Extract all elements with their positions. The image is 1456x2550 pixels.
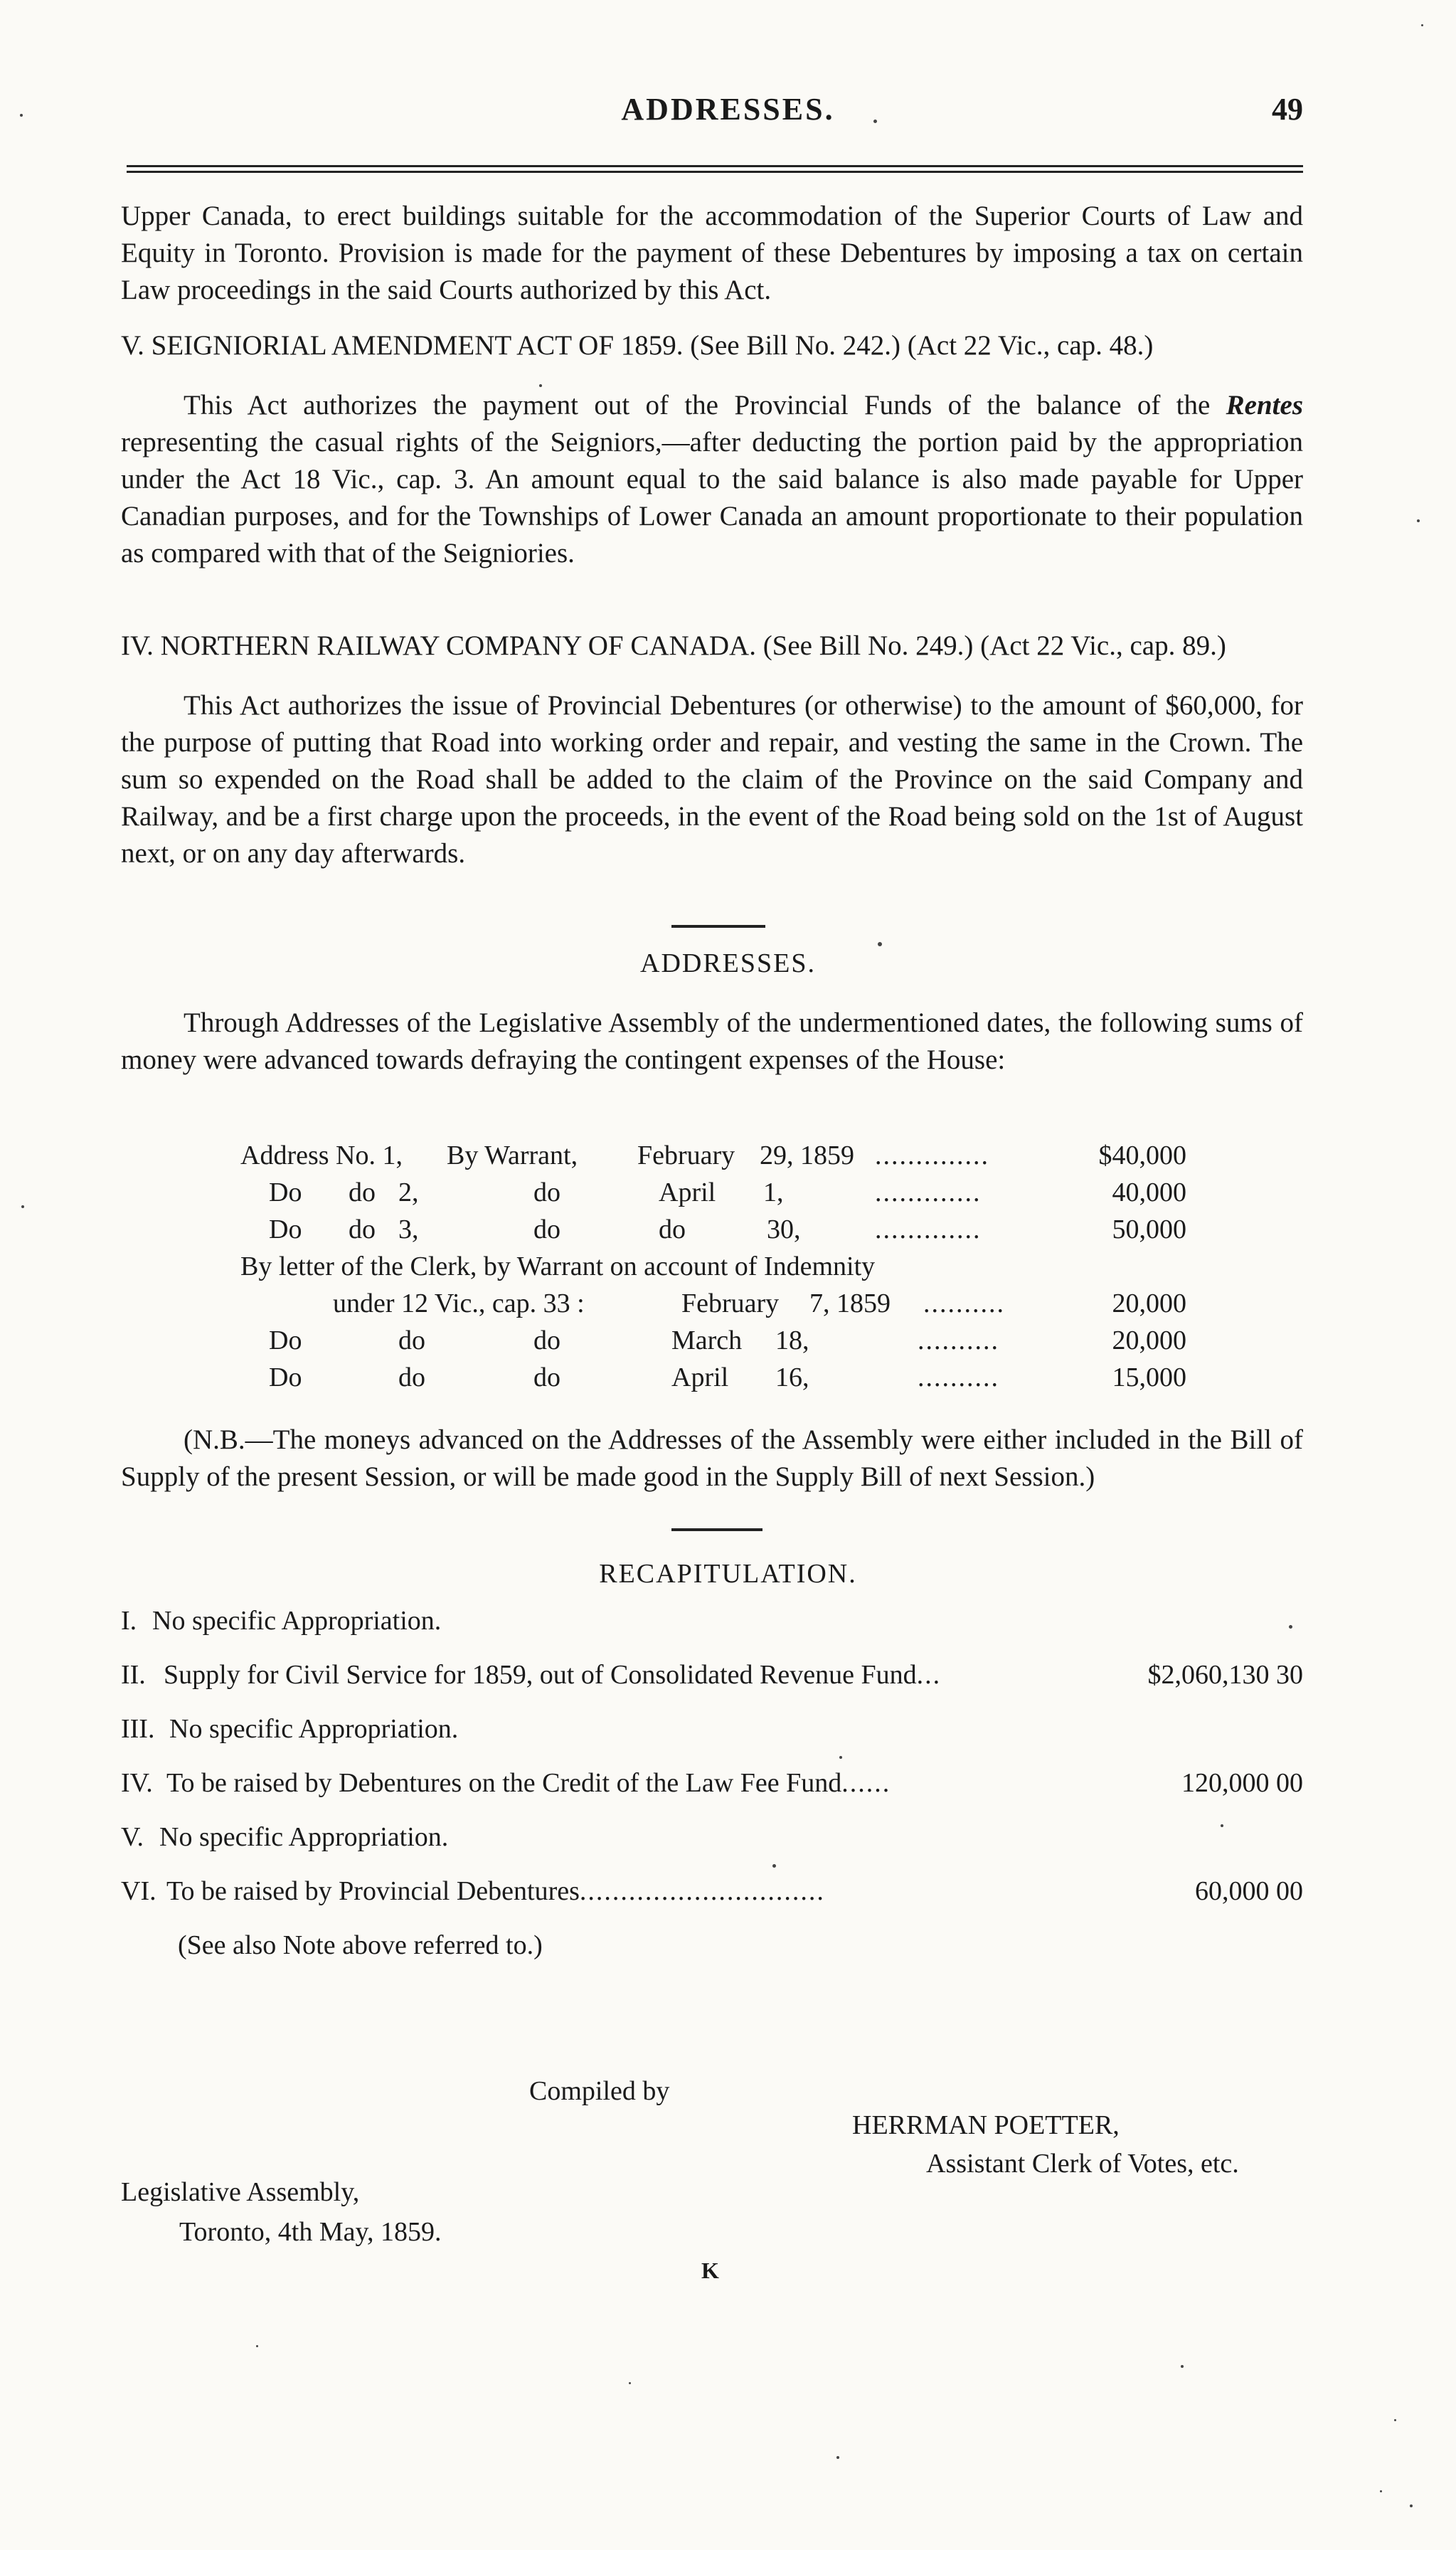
header-rule-top	[127, 165, 1303, 167]
ledger-leader: .............	[875, 1215, 982, 1244]
addresses-intro: Through Addresses of the Legislative Assembly of the undermentioned dates, the following sums of money were advanced towards defraying the contingent expenses of the House:	[121, 1007, 1303, 1075]
ledger-month: February	[637, 1141, 735, 1170]
scan-speck	[772, 1864, 776, 1868]
act-northern-railway	[121, 628, 1303, 872]
ledger-ditto: do	[533, 1326, 560, 1355]
ledger-date: 18,	[775, 1326, 809, 1355]
ledger-row	[240, 1359, 1186, 1396]
recapitulation-heading: RECAPITULATION.	[599, 1559, 857, 1589]
place-line-2: Toronto, 4th May, 1859.	[179, 2217, 442, 2247]
ledger-leader: ..............	[875, 1141, 989, 1170]
recap-item	[121, 1710, 1303, 1747]
act-body: This Act authorizes the issue of Provincial Debentures (or otherwise) to the amount of $60,000, for the purpose of putting that Road into working order and repair, and vesting the same in the Crown. The sum so expended on the Road shall be added to the claim of the Province on the said Company and Railway, and be a first charge upon the proceeds, in the event of the Road being sold on the 1st of August next, or on any day afterwards.	[121, 690, 1303, 869]
ledger-ditto: Do	[269, 1215, 302, 1244]
recap-leader: ...	[916, 1660, 942, 1690]
ledger-date: 29, 1859	[760, 1141, 854, 1170]
ledger-date: 16,	[775, 1363, 809, 1392]
ledger-amount: 15,000	[1112, 1363, 1186, 1392]
ledger-month: April	[659, 1178, 716, 1207]
scan-speck	[20, 114, 23, 117]
scan-speck	[256, 2345, 258, 2347]
ledger-leader: ..........	[918, 1363, 999, 1392]
ledger-ditto: do	[398, 1363, 425, 1392]
ledger-row	[240, 1174, 1186, 1211]
addresses-note-block	[121, 1422, 1303, 1496]
act-body-post: representing the casual rights of the Seigniors,—after deducting the portion paid by the appropriation under the Act 18 Vic., cap. 3. An amount equal to the said balance is also made payable for Upper Canadian purposes, and for the Townships of Lower Canada an amount proportionate to their population as compared with that of the Seigniories.	[121, 427, 1303, 568]
scan-speck	[539, 384, 542, 387]
running-header: ADDRESSES.	[621, 92, 835, 127]
recap-amount: 120,000 00	[1181, 1768, 1303, 1798]
recap-leader: ......	[841, 1768, 891, 1798]
recap-numeral: V.	[121, 1822, 144, 1852]
act-body-pre: This Act authorizes the payment out of the Provincial Funds of the balance of the	[184, 390, 1226, 420]
ledger-letter-line	[240, 1248, 1186, 1285]
ledger-warrant: By Warrant,	[447, 1141, 578, 1170]
ledger-amount: 20,000	[1112, 1326, 1186, 1355]
recap-numeral: I.	[121, 1606, 137, 1636]
ledger-number: 3,	[398, 1215, 419, 1244]
addresses-heading: ADDRESSES.	[640, 948, 816, 978]
recap-text-with-leader	[166, 1765, 891, 1802]
ledger-date: 1,	[763, 1178, 784, 1207]
scan-speck	[836, 2456, 839, 2459]
scan-speck	[873, 120, 877, 123]
act-heading: IV. NORTHERN RAILWAY COMPANY OF CANADA. (See Bill No. 249.) (Act 22 Vic., cap. 89.)	[121, 630, 1226, 661]
recap-leader: ..............................	[579, 1876, 825, 1906]
recap-item	[121, 1656, 1303, 1693]
ledger-row	[240, 1285, 1186, 1322]
scan-speck	[1181, 2365, 1184, 2368]
act-body	[121, 387, 1303, 572]
recap-item	[121, 1873, 1303, 1910]
ledger-amount: $40,000	[1098, 1141, 1186, 1170]
intro-block	[121, 198, 1303, 309]
place-line-1: Legislative Assembly,	[121, 2177, 360, 2207]
signatory-name: HERRMAN POETTER,	[852, 2110, 1120, 2140]
recap-item	[121, 1819, 1303, 1856]
recap-text-with-leader	[164, 1656, 941, 1693]
signature-mark: K	[701, 2258, 719, 2283]
ledger-leader: ..........	[918, 1326, 999, 1355]
scan-speck	[1380, 2490, 1382, 2492]
ledger-amount: 50,000	[1112, 1215, 1186, 1244]
ledger-leader: ..........	[923, 1289, 1005, 1318]
recap-text: To be raised by Debentures on the Credit of the Law Fee Fund	[166, 1768, 842, 1798]
recap-numeral: II.	[121, 1660, 146, 1690]
ledger-month: March	[671, 1326, 743, 1355]
scan-speck	[1417, 519, 1420, 522]
intro-continuation: Upper Canada, to erect buildings suitable for the accommodation of the Superior Courts of Law and Equity in Toronto. Provision is made for the payment of these Debentures by imposing a tax on certain Law proceedings in the said Courts authorized by this Act.	[121, 201, 1303, 305]
recap-see-also: (See also Note above referred to.)	[178, 1930, 543, 1960]
addresses-ledger	[240, 1137, 1186, 1396]
scan-speck	[878, 942, 882, 946]
ledger-ditto: Do	[269, 1363, 302, 1392]
scan-speck	[1221, 1824, 1223, 1827]
ledger-row	[240, 1211, 1186, 1248]
recap-numeral: IV.	[121, 1768, 153, 1798]
ledger-number: 2,	[398, 1178, 419, 1207]
ledger-ditto: Do	[269, 1178, 302, 1207]
recap-item	[121, 1765, 1303, 1802]
act-seigniorial	[121, 327, 1303, 572]
ledger-ditto: do	[398, 1326, 425, 1355]
section-divider	[671, 925, 765, 928]
scan-speck	[1421, 24, 1423, 26]
header-rule-bottom	[127, 171, 1303, 173]
ledger-ditto: Do	[269, 1326, 302, 1355]
act-heading: V. SEIGNIORIAL AMENDMENT ACT OF 1859. (See Bill No. 242.) (Act 22 Vic., cap. 48.)	[121, 330, 1154, 361]
ledger-amount: 40,000	[1112, 1178, 1186, 1207]
ledger-letter-text: By letter of the Clerk, by Warrant on account of Indemnity	[240, 1252, 876, 1281]
ledger-month: April	[671, 1363, 729, 1392]
act-body-emphasis: Rentes	[1226, 390, 1303, 420]
page-number: 49	[1272, 92, 1303, 127]
ledger-amount: 20,000	[1112, 1289, 1186, 1318]
scan-speck	[1410, 2504, 1413, 2507]
section-divider	[671, 1528, 762, 1531]
ledger-month: February	[681, 1289, 780, 1318]
recap-numeral: III.	[121, 1714, 155, 1744]
ledger-date: 7, 1859	[809, 1289, 891, 1318]
ledger-ditto: do	[533, 1363, 560, 1392]
ledger-ditto: do	[659, 1215, 686, 1244]
recap-text: No specific Appropriation.	[152, 1606, 442, 1636]
scan-speck	[21, 1205, 24, 1208]
recap-numeral: VI.	[121, 1876, 156, 1906]
recap-text: No specific Appropriation.	[169, 1714, 459, 1744]
ledger-indemnity: under 12 Vic., cap. 33 :	[333, 1289, 585, 1318]
scan-speck	[1394, 2419, 1396, 2421]
ledger-address: Address No. 1,	[240, 1141, 403, 1170]
ledger-date: 30,	[767, 1215, 801, 1244]
addresses-intro-block	[121, 1005, 1303, 1079]
scan-speck	[1289, 1625, 1292, 1629]
recap-text: Supply for Civil Service for 1859, out of Consolidated Revenue Fund	[164, 1660, 917, 1690]
recap-item	[121, 1602, 1303, 1639]
ledger-ditto: do	[349, 1215, 376, 1244]
recap-see-also-row	[121, 1927, 1303, 1964]
ledger-ditto: do	[533, 1215, 560, 1244]
scan-speck	[839, 1756, 842, 1759]
recap-text-with-leader	[166, 1873, 825, 1910]
signatory-role: Assistant Clerk of Votes, etc.	[926, 2149, 1239, 2179]
recapitulation-list	[121, 1602, 1303, 1981]
recap-amount: $2,060,130 30	[1147, 1660, 1303, 1690]
ledger-ditto: do	[533, 1178, 560, 1207]
recap-text: No specific Appropriation.	[159, 1822, 449, 1852]
compiled-by: Compiled by	[529, 2076, 670, 2106]
recap-amount: 60,000 00	[1195, 1876, 1303, 1906]
scan-speck	[629, 2382, 631, 2384]
ledger-leader: .............	[875, 1178, 982, 1207]
ledger-row	[240, 1322, 1186, 1359]
addresses-note: (N.B.—The moneys advanced on the Addresses of the Assembly were either included in the Bill of Supply of the present Session, or will be made good in the Supply Bill of next Session.)	[121, 1424, 1303, 1492]
ledger-ditto: do	[349, 1178, 376, 1207]
recap-text: To be raised by Provincial Debentures	[166, 1876, 580, 1906]
ledger-row	[240, 1137, 1186, 1174]
